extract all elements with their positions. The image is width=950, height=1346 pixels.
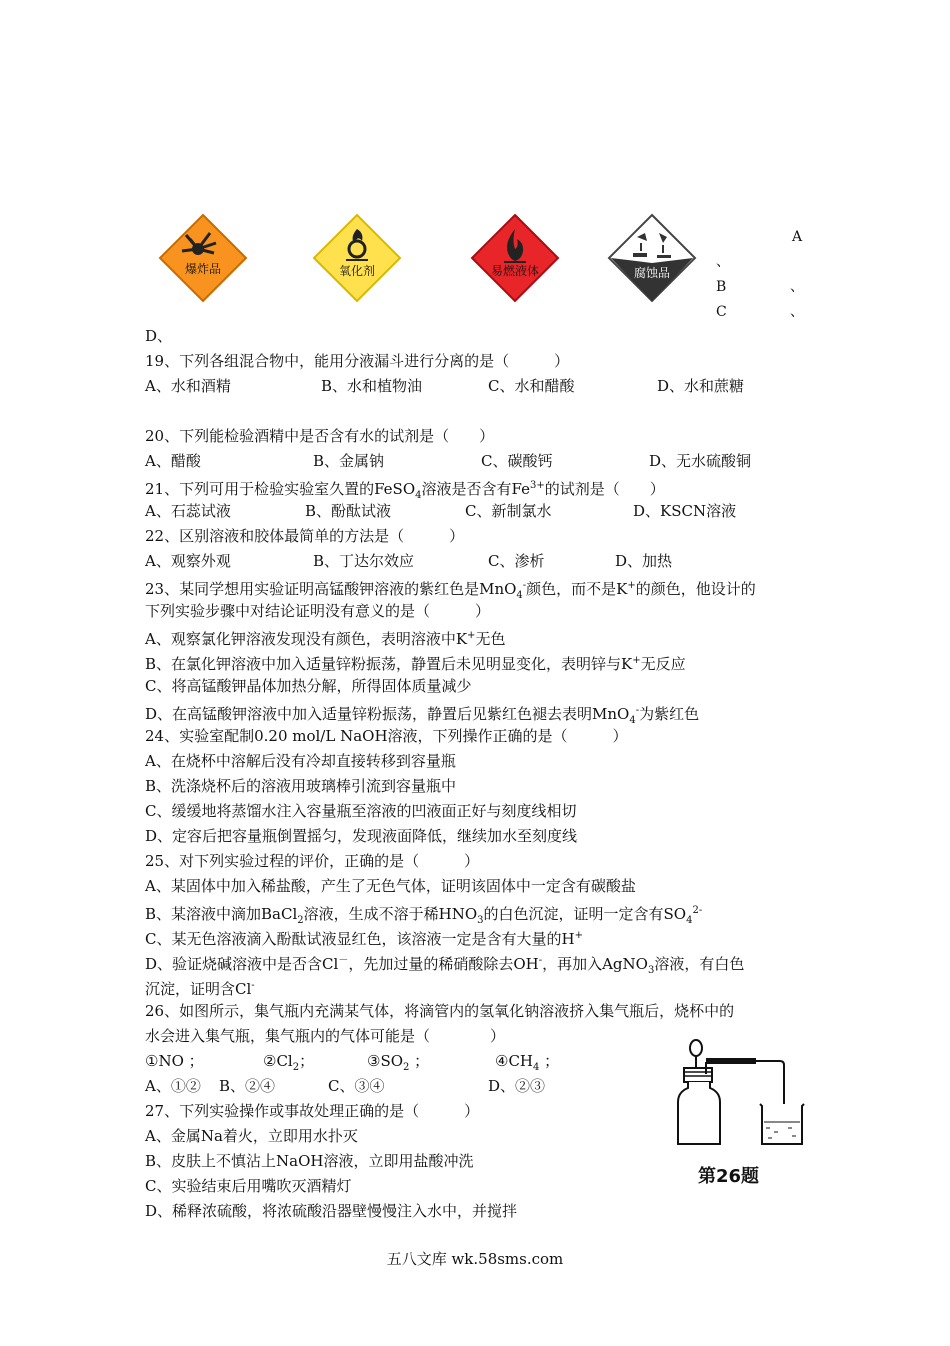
option-c: C、实验结束后用嘴吹灭酒精灯 (145, 1177, 352, 1195)
option-a: A、醋酸 (145, 452, 201, 470)
option-d: D、②③ (488, 1077, 546, 1095)
gas-4: $④CH_4$ ； (495, 1052, 560, 1073)
option-b: B、某溶液中滴加BaCl$_2$溶液，生成不溶于稀$HNO_3$的白色沉淀，证明一定含有$SO_4^{2-}$ (145, 905, 703, 926)
option-label-b: B (716, 279, 727, 295)
corrosive-symbol (607, 213, 697, 303)
figure-caption: 第26题 (698, 1166, 760, 1187)
gas-bottle-apparatus (670, 1038, 810, 1150)
question-23-line2: 下列实验步骤中对结论证明没有意义的是（ ） (145, 602, 491, 620)
option-c: C、将高锰酸钾晶体加热分解，所得固体质量减少 (145, 677, 472, 695)
option-b: B、丁达尔效应 (313, 552, 415, 570)
symbol-label: 爆炸品 (184, 262, 222, 276)
corrosive-icon (607, 213, 697, 303)
option-d-line1: D、验证烧碱溶液中是否含Cl－，先加过量的稀硝酸除去OH-，再加入AgNO$_3$溶液，有白色 (145, 955, 745, 976)
option-label-a: A (792, 229, 803, 245)
option-label-c: C (716, 304, 727, 320)
option-a: A、观察氯化钾溶液发现没有颜色，表明溶液中K+无色 (145, 630, 506, 648)
option-b: B、②④ (219, 1077, 276, 1095)
option-label-d: D、 (145, 327, 173, 345)
option-c: C、水和醋酸 (488, 377, 575, 395)
option-d: D、水和蔗糖 (657, 377, 745, 395)
option-c: C、缓缓地将蒸馏水注入容量瓶至溶液的凹液面正好与刻度线相切 (145, 802, 577, 820)
gas-2: $②Cl_2$； (263, 1052, 315, 1073)
option-c: C、碳酸钙 (481, 452, 553, 470)
option-b: B、皮肤上不慎沾上NaOH溶液，立即用盐酸冲洗 (145, 1152, 474, 1170)
option-b: B、在氯化钾溶液中加入适量锌粉振荡，静置后未见明显变化，表明锌与K+无反应 (145, 655, 686, 673)
option-a: A、某固体中加入稀盐酸，产生了无色气体，证明该固体中一定含有碳酸盐 (145, 877, 636, 895)
question-26-line1: 26、如图所示，集气瓶内充满某气体，将滴管内的氢氧化钠溶液挤入集气瓶后，烧杯中的 (145, 1002, 735, 1020)
option-a: A、水和酒精 (145, 377, 231, 395)
option-separator: 、 (790, 279, 804, 295)
option-a: A、石蕊试液 (145, 502, 231, 520)
option-b: B、金属钠 (313, 452, 385, 470)
option-a: A、观察外观 (145, 552, 231, 570)
option-d: D、无水硫酸铜 (649, 452, 752, 470)
symbol-label: 易燃液体 (490, 264, 540, 278)
option-d: D、KSCN溶液 (633, 502, 737, 520)
gas-3: $③SO_2$ ； (367, 1052, 430, 1073)
option-c: C、渗析 (488, 552, 545, 570)
option-b: B、酚酞试液 (305, 502, 392, 520)
option-b: B、水和植物油 (321, 377, 423, 395)
option-a: A、①② (145, 1077, 201, 1095)
explosive-icon (158, 213, 248, 303)
question-22: 22、区别溶液和胶体最简单的方法是（ ） (145, 527, 465, 545)
explosive-symbol (158, 213, 248, 303)
option-b: B、洗涤烧杯后的溶液用玻璃棒引流到容量瓶中 (145, 777, 457, 795)
question-26-line2: 水会进入集气瓶，集气瓶内的气体可能是（ ） (145, 1027, 506, 1045)
option-separator: 、 (716, 254, 730, 270)
option-separator: 、 (790, 304, 804, 320)
oxidizer-icon (312, 213, 402, 303)
question-23-line1: 23、某同学想用实验证明高锰酸钾溶液的紫红色是MnO$_4$-颜色，而不是K+的颜色，他设计的 (145, 580, 756, 601)
question-24: 24、实验室配制0.20 mol/L NaOH溶液，下列操作正确的是（ ） (145, 727, 628, 745)
option-c: C、某无色溶液滴入酚酞试液显红色，该溶液一定是含有大量的H+ (145, 930, 583, 948)
option-d: D、稀释浓硫酸，将浓硫酸沿器壁慢慢注入水中，并搅拌 (145, 1202, 518, 1220)
question-27: 27、下列实验操作或事故处理正确的是（ ） (145, 1102, 480, 1120)
option-d: D、定容后把容量瓶倒置摇匀，发现液面降低，继续加水至刻度线 (145, 827, 578, 845)
option-a: A、金属Na着火，立即用水扑灭 (145, 1127, 358, 1145)
question-25: 25、对下列实验过程的评价，正确的是（ ） (145, 852, 480, 870)
option-d-line2: 沉淀，证明含Cl- (145, 980, 255, 998)
option-a: A、在烧杯中溶解后没有冷却直接转移到容量瓶 (145, 752, 456, 770)
question-19: 19、下列各组混合物中，能用分液漏斗进行分离的是（ ） (145, 352, 570, 370)
option-d: D、加热 (615, 552, 673, 570)
option-d: D、在高锰酸钾溶液中加入适量锌粉振荡，静置后见紫红色褪去表明MnO$_4$-为紫红色 (145, 705, 700, 726)
option-c: C、③④ (328, 1077, 385, 1095)
question-20: 20、下列能检验酒精中是否含有水的试剂是（ ） (145, 427, 495, 445)
question-21: 21、下列可用于检验实验室久置的FeSO$_4$溶液是否含有$Fe^{3+}$的试剂是（ ） (145, 480, 665, 501)
flammable-icon (470, 213, 560, 303)
symbol-label: 腐蚀品 (633, 266, 671, 280)
option-c: C、新制氯水 (465, 502, 552, 520)
oxidizer-symbol (312, 213, 402, 303)
flammable-symbol (470, 213, 560, 303)
page-footer: 五八文库 wk.58sms.com (386, 1250, 564, 1268)
gas-1: ①NO ； (145, 1052, 204, 1070)
symbol-label: 氧化剂 (338, 264, 376, 278)
